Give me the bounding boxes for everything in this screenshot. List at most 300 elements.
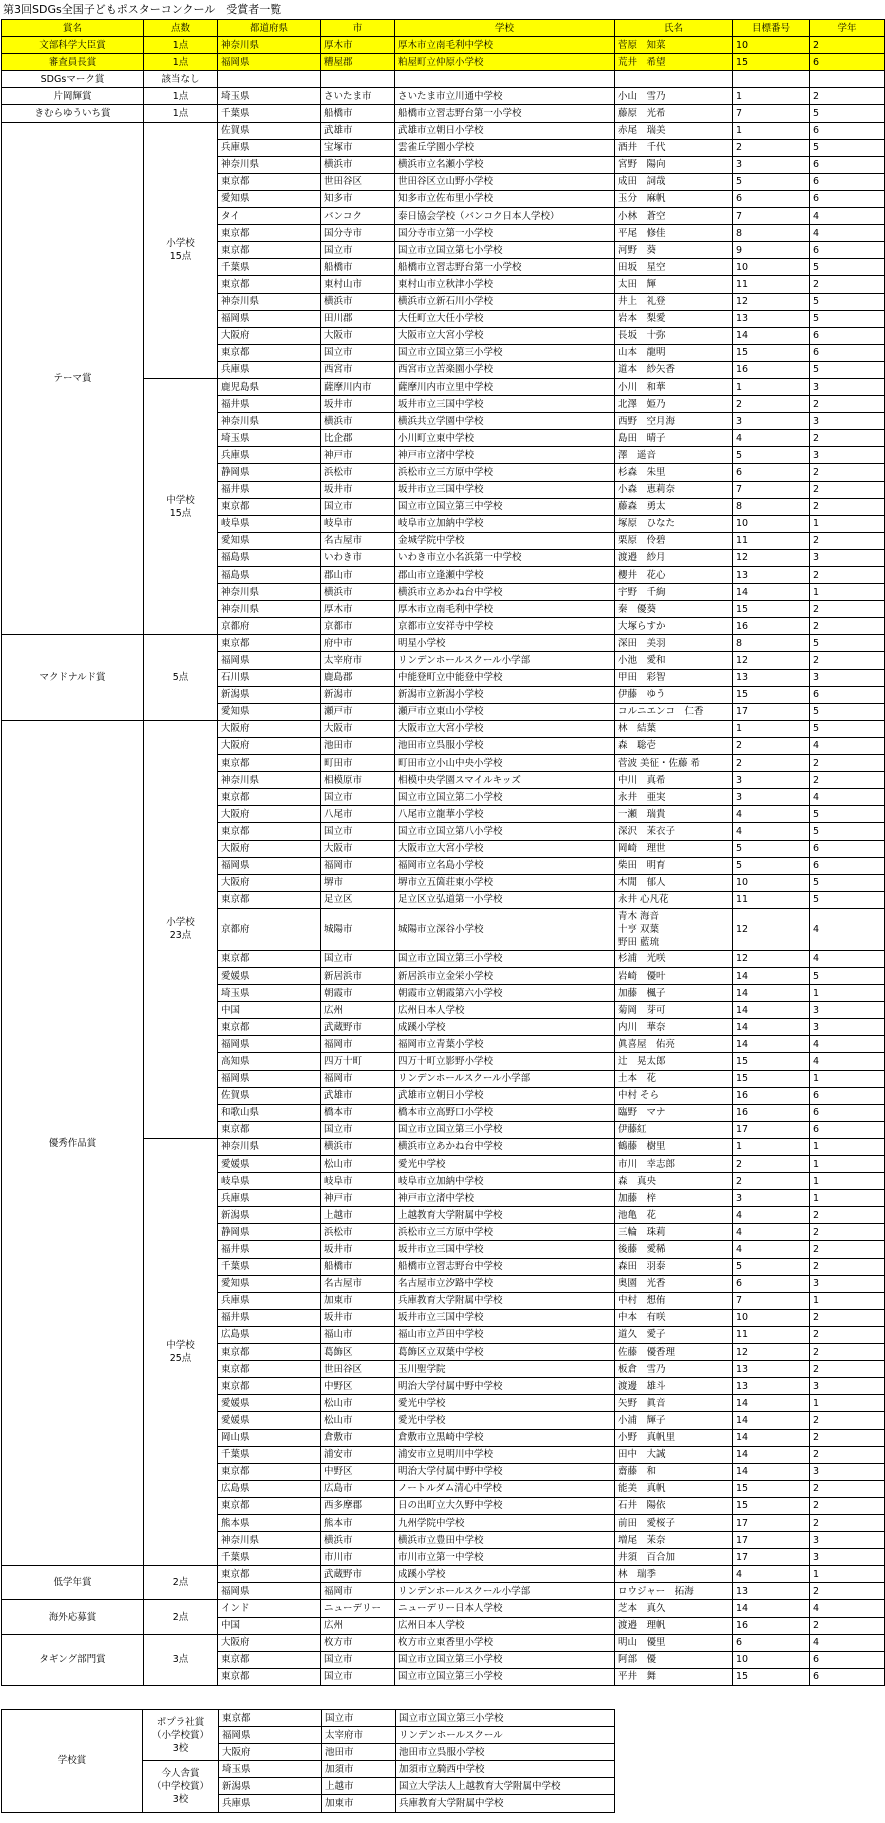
prefecture-cell: 神奈川県	[218, 293, 321, 310]
name-cell: 田中 大誠	[615, 1446, 733, 1463]
city-cell: 大阪市	[321, 327, 395, 344]
name-cell: 宮野 陽向	[615, 156, 733, 173]
grade-cell: 2	[810, 1207, 885, 1224]
prefecture-cell	[218, 71, 321, 88]
school-cell: 厚木市立南毛利中学校	[395, 601, 615, 618]
city-cell: 池田市	[322, 1744, 396, 1761]
prefecture-cell: 福岡県	[218, 310, 321, 327]
name-cell: 中村 そら	[615, 1087, 733, 1104]
grade-cell: 2	[810, 1361, 885, 1378]
prefecture-cell: 岐阜県	[218, 515, 321, 532]
goal-cell: 14	[733, 1019, 810, 1036]
goal-cell: 14	[733, 327, 810, 344]
award-name: 文部科学大臣賞	[2, 37, 144, 54]
goal-cell: 4	[733, 1207, 810, 1224]
grade-cell: 3	[810, 669, 885, 686]
award-name: SDGsマーク賞	[2, 71, 144, 88]
goal-cell: 4	[733, 1566, 810, 1583]
name-cell: 赤尾 瑞美	[615, 122, 733, 139]
school-cell: 足立区立弘道第一小学校	[395, 891, 615, 908]
name-cell: 中村 想侑	[615, 1292, 733, 1309]
name-cell: 杉森 朱里	[615, 464, 733, 481]
goal-cell: 15	[733, 1070, 810, 1087]
goal-cell: 14	[733, 1036, 810, 1053]
goal-cell: 7	[733, 208, 810, 225]
city-cell: 枚方市	[321, 1634, 395, 1651]
goal-cell: 16	[733, 618, 810, 635]
category-label: 小学校 15点	[144, 122, 218, 378]
grade-cell	[810, 71, 885, 88]
city-cell: 世田谷区	[321, 173, 395, 190]
goal-cell: 1	[733, 720, 810, 737]
school-cell: 四万十町立影野小学校	[395, 1053, 615, 1070]
prefecture-cell: 福井県	[218, 1309, 321, 1326]
grade-cell: 6	[810, 1121, 885, 1138]
goal-cell: 7	[733, 105, 810, 122]
award-points: 1点	[144, 88, 218, 105]
name-cell: 土本 花	[615, 1070, 733, 1087]
grade-cell: 6	[810, 857, 885, 874]
goal-cell: 14	[733, 967, 810, 984]
goal-cell: 13	[733, 669, 810, 686]
grade-cell: 2	[810, 652, 885, 669]
award-name: 海外応募賞	[2, 1600, 144, 1634]
school-cell: 福山市立芦田中学校	[395, 1326, 615, 1343]
school-cell: 橋本市立高野口小学校	[395, 1104, 615, 1121]
name-cell: 澤 遥音	[615, 447, 733, 464]
goal-cell: 5	[733, 173, 810, 190]
school-cell: 神戸市立渚中学校	[395, 1190, 615, 1207]
name-cell: 矢野 眞音	[615, 1395, 733, 1412]
school-cell: 広州日本人学校	[395, 1617, 615, 1634]
school-cell: 新居浜市立金栄小学校	[395, 967, 615, 984]
city-cell: 福岡市	[321, 1036, 395, 1053]
name-cell: 小浦 輝子	[615, 1412, 733, 1429]
school-cell: 池田市立呉服小学校	[396, 1744, 615, 1761]
name-cell: 加藤 梓	[615, 1190, 733, 1207]
school-cell: 池田市立呉服小学校	[395, 737, 615, 754]
prefecture-cell: 兵庫県	[218, 361, 321, 378]
goal-cell: 10	[733, 1309, 810, 1326]
goal-cell: 8	[733, 225, 810, 242]
name-cell: 道本 紗矢香	[615, 361, 733, 378]
school-cell: 横浜市立あかね台中学校	[395, 1138, 615, 1155]
award-points: 2点	[144, 1600, 218, 1634]
school-cell: リンデンホールスクール	[396, 1727, 615, 1744]
city-cell: 名古屋市	[321, 532, 395, 549]
goal-cell	[733, 71, 810, 88]
school-cell: 国立市立国立第三小学校	[396, 1710, 615, 1727]
goal-cell: 16	[733, 1617, 810, 1634]
grade-cell: 2	[810, 1326, 885, 1343]
city-cell: 横浜市	[321, 413, 395, 430]
school-cell: 郡山市立逢瀬中学校	[395, 567, 615, 584]
prefecture-cell: 千葉県	[218, 1258, 321, 1275]
school-cell: 国立市立国立第二小学校	[395, 789, 615, 806]
grade-cell: 2	[810, 1497, 885, 1514]
prefecture-cell: 福島県	[218, 549, 321, 566]
prefecture-cell: 兵庫県	[218, 447, 321, 464]
grade-cell: 3	[810, 549, 885, 566]
city-cell: 国立市	[322, 1710, 396, 1727]
award-name: 学校賞	[2, 1710, 143, 1813]
award-points: 1点	[144, 105, 218, 122]
goal-cell: 15	[733, 601, 810, 618]
city-cell: 世田谷区	[321, 1361, 395, 1378]
header-name: 氏名	[615, 20, 733, 37]
prefecture-cell: 愛知県	[218, 703, 321, 720]
goal-cell: 6	[733, 464, 810, 481]
school-cell: 国立市立国立第三中学校	[395, 498, 615, 515]
school-cell: 東村山市立秋津小学校	[395, 276, 615, 293]
prefecture-cell: タイ	[218, 208, 321, 225]
goal-cell: 13	[733, 567, 810, 584]
table-row	[2, 720, 885, 737]
grade-cell: 4	[810, 950, 885, 967]
name-cell: 石井 陽依	[615, 1497, 733, 1514]
grade-cell: 4	[810, 1036, 885, 1053]
name-cell: 一瀬 瑞貴	[615, 806, 733, 823]
name-cell: 内川 華奈	[615, 1019, 733, 1036]
award-name: マクドナルド賞	[2, 635, 144, 720]
name-cell: 永井 心凡花	[615, 891, 733, 908]
prefecture-cell: 愛媛県	[218, 1156, 321, 1173]
name-cell: 市川 幸志郎	[615, 1156, 733, 1173]
grade-cell: 2	[810, 532, 885, 549]
goal-cell: 2	[733, 737, 810, 754]
city-cell: 国分寺市	[321, 225, 395, 242]
school-cell: 枚方市立東香里小学校	[395, 1634, 615, 1651]
grade-cell: 6	[810, 686, 885, 703]
grade-cell: 3	[810, 1532, 885, 1549]
goal-cell: 15	[733, 54, 810, 71]
school-cell: リンデンホールスクール小学部	[395, 652, 615, 669]
city-cell: 朝霞市	[321, 985, 395, 1002]
city-cell: 名古屋市	[321, 1275, 395, 1292]
grade-cell: 3	[810, 447, 885, 464]
award-row	[2, 37, 885, 54]
name-cell: 池亀 花	[615, 1207, 733, 1224]
name-cell: 佐藤 優香理	[615, 1344, 733, 1361]
grade-cell: 4	[810, 1053, 885, 1070]
prefecture-cell: 大阪府	[218, 874, 321, 891]
award-row	[2, 71, 885, 88]
grade-cell: 4	[810, 225, 885, 242]
goal-cell: 17	[733, 1549, 810, 1566]
grade-cell: 2	[810, 37, 885, 54]
table-row	[2, 1634, 885, 1651]
prefecture-cell: 東京都	[218, 823, 321, 840]
name-cell: 鶴藤 樹里	[615, 1138, 733, 1155]
prefecture-cell: 東京都	[218, 635, 321, 652]
prefecture-cell: 愛媛県	[218, 1412, 321, 1429]
prefecture-cell: 東京都	[218, 242, 321, 259]
city-cell: 知多市	[321, 190, 395, 207]
city-cell: 加東市	[321, 1292, 395, 1309]
prefecture-cell: 愛知県	[218, 532, 321, 549]
award-points: 1点	[144, 54, 218, 71]
goal-cell: 15	[733, 1497, 810, 1514]
name-cell: 岩本 梨愛	[615, 310, 733, 327]
city-cell: 八尾市	[321, 806, 395, 823]
prefecture-cell: 岐阜県	[218, 1173, 321, 1190]
school-cell: 愛光中学校	[395, 1395, 615, 1412]
city-cell: 田川郡	[321, 310, 395, 327]
name-cell: 塚原 ひなた	[615, 515, 733, 532]
city-cell: 加東市	[322, 1795, 396, 1812]
prefecture-cell: 東京都	[218, 950, 321, 967]
name-cell: 森田 羽泰	[615, 1258, 733, 1275]
goal-cell: 4	[733, 1241, 810, 1258]
grade-cell: 3	[810, 413, 885, 430]
name-line: 青木 海音	[618, 910, 660, 922]
goal-cell: 13	[733, 1583, 810, 1600]
city-cell: 太宰府市	[322, 1727, 396, 1744]
name-cell: 深田 美羽	[615, 635, 733, 652]
name-cell: 玉分 麻帆	[615, 190, 733, 207]
prefecture-cell: 東京都	[218, 1566, 321, 1583]
name-cell: 岡崎 理世	[615, 840, 733, 857]
school-cell: 神戸市立渚中学校	[395, 447, 615, 464]
grade-cell: 1	[810, 1173, 885, 1190]
name-cell: 小池 愛和	[615, 652, 733, 669]
city-cell: 大阪市	[321, 840, 395, 857]
school-cell: 坂井市立三国中学校	[395, 481, 615, 498]
prefecture-cell: 東京都	[218, 1497, 321, 1514]
city-cell: 東村山市	[321, 276, 395, 293]
goal-cell: 15	[733, 1480, 810, 1497]
city-cell: 新居浜市	[321, 967, 395, 984]
city-cell: さいたま市	[321, 88, 395, 105]
goal-cell: 14	[733, 985, 810, 1002]
school-cell: 浜松市立三方原中学校	[395, 1224, 615, 1241]
header-points: 点数	[144, 20, 218, 37]
school-cell: 玉川聖学院	[395, 1361, 615, 1378]
grade-cell: 1	[810, 985, 885, 1002]
grade-cell: 2	[810, 1446, 885, 1463]
grade-cell: 2	[810, 1309, 885, 1326]
prefecture-cell: 佐賀県	[218, 122, 321, 139]
city-cell: 瀬戸市	[321, 703, 395, 720]
city-cell: 横浜市	[321, 156, 395, 173]
prefecture-cell: 福井県	[218, 481, 321, 498]
grade-cell: 6	[810, 1668, 885, 1685]
name-cell: 長坂 十弥	[615, 327, 733, 344]
prefecture-cell: 大阪府	[219, 1744, 322, 1761]
city-cell: 松山市	[321, 1156, 395, 1173]
prefecture-cell: 大阪府	[218, 720, 321, 737]
name-cell: 臨野 マナ	[615, 1104, 733, 1121]
goal-cell: 17	[733, 703, 810, 720]
prefecture-cell: 千葉県	[218, 1549, 321, 1566]
school-cell: 福岡市立青葉小学校	[395, 1036, 615, 1053]
prefecture-cell: 福岡県	[218, 1036, 321, 1053]
awards-table	[1, 19, 885, 1686]
name-cell: 小山 雪乃	[615, 88, 733, 105]
prefecture-cell: 熊本県	[218, 1514, 321, 1531]
city-cell: 横浜市	[321, 1532, 395, 1549]
name-cell: 森 真央	[615, 1173, 733, 1190]
city-cell: 岐阜市	[321, 1173, 395, 1190]
school-cell: 国立市立国立第三小学校	[395, 344, 615, 361]
school-cell: 船橋市立習志野台第一小学校	[395, 259, 615, 276]
award-row	[2, 105, 885, 122]
grade-cell: 3	[810, 1549, 885, 1566]
award-points: 2点	[144, 1566, 218, 1600]
prefecture-cell: 静岡県	[218, 464, 321, 481]
name-cell: 伊藤 ゆう	[615, 686, 733, 703]
school-cell: 船橋市立習志野台第一小学校	[395, 105, 615, 122]
award-name: きむらゆういち賞	[2, 105, 144, 122]
award-points: 5点	[144, 635, 218, 720]
goal-cell: 6	[733, 1275, 810, 1292]
city-cell: 神戸市	[321, 1190, 395, 1207]
name-cell: 菅原 知菜	[615, 37, 733, 54]
city-cell: いわき市	[321, 549, 395, 566]
school-cell: 岐阜市立加納中学校	[395, 1173, 615, 1190]
city-cell: 広州	[321, 1002, 395, 1019]
school-cell: 国立市立国立第三小学校	[395, 1668, 615, 1685]
prefecture-cell: 大阪府	[218, 806, 321, 823]
name-cell: 宇野 千絢	[615, 584, 733, 601]
award-name: テーマ賞	[2, 122, 144, 635]
name-cell: 木閒 郁人	[615, 874, 733, 891]
goal-cell: 9	[733, 242, 810, 259]
city-cell: 厚木市	[321, 37, 395, 54]
goal-cell: 4	[733, 1224, 810, 1241]
school-cell: 広州日本人学校	[395, 1002, 615, 1019]
school-cell: 明星小学校	[395, 635, 615, 652]
school-cell: 明治大学付属中野中学校	[395, 1463, 615, 1480]
goal-cell: 14	[733, 1429, 810, 1446]
award-row	[2, 88, 885, 105]
name-cell: 秦 優葵	[615, 601, 733, 618]
school-cell: 横浜市立あかね台中学校	[395, 584, 615, 601]
school-cell: 国立大学法人上越教育大学附属中学校	[396, 1778, 615, 1795]
name-cell: 平井 舞	[615, 1668, 733, 1685]
goal-cell: 16	[733, 361, 810, 378]
city-cell: 松山市	[321, 1412, 395, 1429]
grade-cell: 6	[810, 1104, 885, 1121]
school-cell: 大阪市立大宮小学校	[395, 840, 615, 857]
grade-cell: 5	[810, 105, 885, 122]
name-cell: 北澤 姫乃	[615, 396, 733, 413]
school-cell: 市川市立第一中学校	[395, 1549, 615, 1566]
prefecture-cell: 千葉県	[218, 105, 321, 122]
city-cell: 郡山市	[321, 567, 395, 584]
prefecture-cell: 神奈川県	[218, 772, 321, 789]
grade-cell: 2	[810, 481, 885, 498]
goal-cell: 4	[733, 430, 810, 447]
prefecture-cell: 中国	[218, 1002, 321, 1019]
school-cell: 金城学院中学校	[395, 532, 615, 549]
school-cell: 八尾市立龍華小学校	[395, 806, 615, 823]
table-row	[2, 1566, 885, 1583]
city-cell: 熊本市	[321, 1514, 395, 1531]
goal-cell: 3	[733, 772, 810, 789]
name-cell: 永井 亜実	[615, 789, 733, 806]
prefecture-cell: 千葉県	[218, 259, 321, 276]
grade-cell: 1	[810, 1566, 885, 1583]
grade-cell: 4	[810, 737, 885, 754]
grade-cell: 6	[810, 54, 885, 71]
city-cell: 西宮市	[321, 361, 395, 378]
city-cell: 京都市	[321, 618, 395, 635]
goal-cell: 11	[733, 276, 810, 293]
grade-cell: 6	[810, 327, 885, 344]
goal-cell: 1	[733, 378, 810, 395]
prefecture-cell: 神奈川県	[218, 584, 321, 601]
name-cell: 小林 蒼空	[615, 208, 733, 225]
school-cell: 名古屋市立汐路中学校	[395, 1275, 615, 1292]
grade-cell: 6	[810, 840, 885, 857]
name-cell: 小川 和華	[615, 378, 733, 395]
school-cell: 浦安市立見明川中学校	[395, 1446, 615, 1463]
name-cell: 辻 晃太郎	[615, 1053, 733, 1070]
school-cell: 大阪市立大宮小学校	[395, 720, 615, 737]
table-row	[2, 1710, 615, 1727]
grade-cell: 2	[810, 1514, 885, 1531]
award-name: 低学年賞	[2, 1566, 144, 1600]
name-cell: 三輪 珠莉	[615, 1224, 733, 1241]
prefecture-cell: 岡山県	[218, 1429, 321, 1446]
name-cell: 中本 有咲	[615, 1309, 733, 1326]
city-cell: 上越市	[321, 1207, 395, 1224]
name-cell: 渡邊 雄斗	[615, 1378, 733, 1395]
prefecture-cell: 兵庫県	[218, 139, 321, 156]
name-cell: 成田 詞哉	[615, 173, 733, 190]
grade-cell: 2	[810, 1480, 885, 1497]
city-cell: 坂井市	[321, 396, 395, 413]
name-cell: 道久 愛子	[615, 1326, 733, 1343]
school-cell: 船橋市立習志野台中学校	[395, 1258, 615, 1275]
prefecture-cell: 神奈川県	[218, 156, 321, 173]
grade-cell: 6	[810, 242, 885, 259]
goal-cell: 6	[733, 1634, 810, 1651]
award-name: タギング部門賞	[2, 1634, 144, 1685]
grade-cell: 6	[810, 156, 885, 173]
prefecture-cell: 和歌山県	[218, 1104, 321, 1121]
prefecture-cell: 福岡県	[218, 54, 321, 71]
award-row	[2, 54, 885, 71]
name-cell: 藤原 光希	[615, 105, 733, 122]
name-cell: ロウジャー 拓海	[615, 1583, 733, 1600]
grade-cell: 5	[810, 891, 885, 908]
name-cell: 菊岡 芽可	[615, 1002, 733, 1019]
school-cell: 横浜市立新石川小学校	[395, 293, 615, 310]
city-cell: 中野区	[321, 1378, 395, 1395]
award-points: 該当なし	[144, 71, 218, 88]
city-cell: 宝塚市	[321, 139, 395, 156]
table-row	[2, 1600, 885, 1617]
goal-cell: 14	[733, 1395, 810, 1412]
award-points: 1点	[144, 37, 218, 54]
category-label: 中学校 25点	[144, 1138, 218, 1565]
school-cell: リンデンホールスクール小学部	[395, 1583, 615, 1600]
name-cell: 荒井 希望	[615, 54, 733, 71]
name-cell: 芝本 真久	[615, 1600, 733, 1617]
name-cell: 柴田 明育	[615, 857, 733, 874]
name-cell: 板倉 雪乃	[615, 1361, 733, 1378]
name-cell: 後藤 愛稀	[615, 1241, 733, 1258]
name-cell: 中川 真希	[615, 772, 733, 789]
grade-cell: 2	[810, 1617, 885, 1634]
prefecture-cell: 東京都	[218, 1361, 321, 1378]
goal-cell: 8	[733, 635, 810, 652]
goal-cell: 10	[733, 259, 810, 276]
name-line: 野田 藍琉	[618, 936, 660, 948]
goal-cell: 14	[733, 1412, 810, 1429]
